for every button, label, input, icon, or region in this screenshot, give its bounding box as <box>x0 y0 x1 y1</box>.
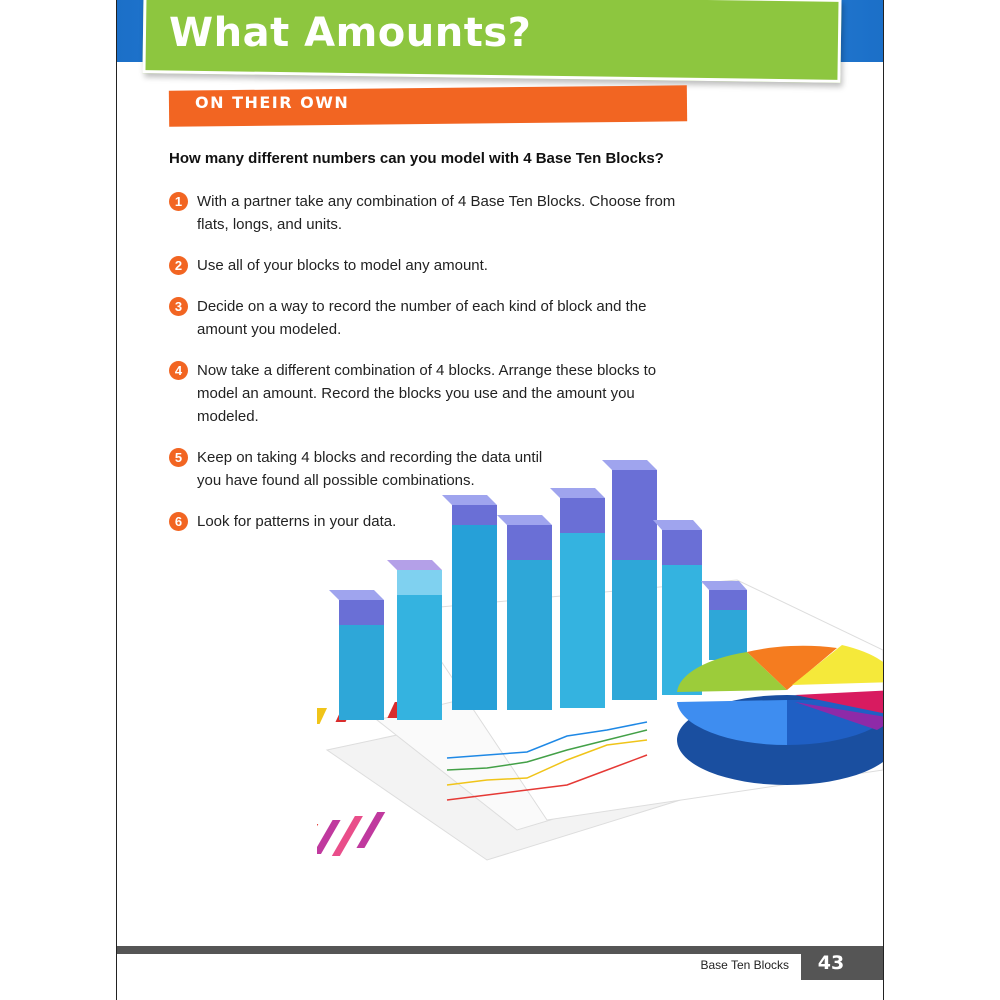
step-item <box>169 190 689 236</box>
footer-bar <box>117 946 883 954</box>
page-number-box <box>801 946 883 980</box>
step-item <box>169 254 689 277</box>
step-text: Keep on taking 4 blocks and recording the data until you have found all possible combinations. <box>197 449 543 489</box>
step-text: With a partner take any combination of 4 Base Ten Blocks. Choose from flats, longs, and units. <box>197 193 676 233</box>
chart-illustration <box>317 440 883 920</box>
step-number-badge: 5 <box>169 448 188 467</box>
page-title: What Amounts? <box>169 10 532 56</box>
step-text: Decide on a way to record the number of each kind of block and the amount you modeled. <box>197 298 647 338</box>
step-number-badge: 1 <box>169 192 188 211</box>
workbook-page <box>116 0 884 1000</box>
3d-pie-chart <box>677 645 883 785</box>
step-number-badge: 3 <box>169 297 188 316</box>
page-number: 43 <box>817 952 845 974</box>
step-text: Look for patterns in your data. <box>197 513 397 530</box>
step-item <box>169 295 689 341</box>
bar-column <box>329 590 384 720</box>
step-number-badge: 4 <box>169 361 188 380</box>
step-number-badge: 6 <box>169 512 188 531</box>
step-text: Use all of your blocks to model any amount. <box>197 257 488 274</box>
question-text: How many different numbers can you model with 4 Base Ten Blocks? <box>169 150 664 167</box>
section-label: ON THEIR OWN <box>195 93 350 112</box>
step-text: Now take a different combination of 4 blocks. Arrange these blocks to model an amount. Record the blocks you use and the amount you modeled. <box>197 362 657 425</box>
footer-book-title: Base Ten Blocks <box>700 958 789 972</box>
bar-column <box>387 560 442 720</box>
bar-column <box>442 495 497 710</box>
step-item <box>169 359 689 428</box>
step-number-badge: 2 <box>169 256 188 275</box>
